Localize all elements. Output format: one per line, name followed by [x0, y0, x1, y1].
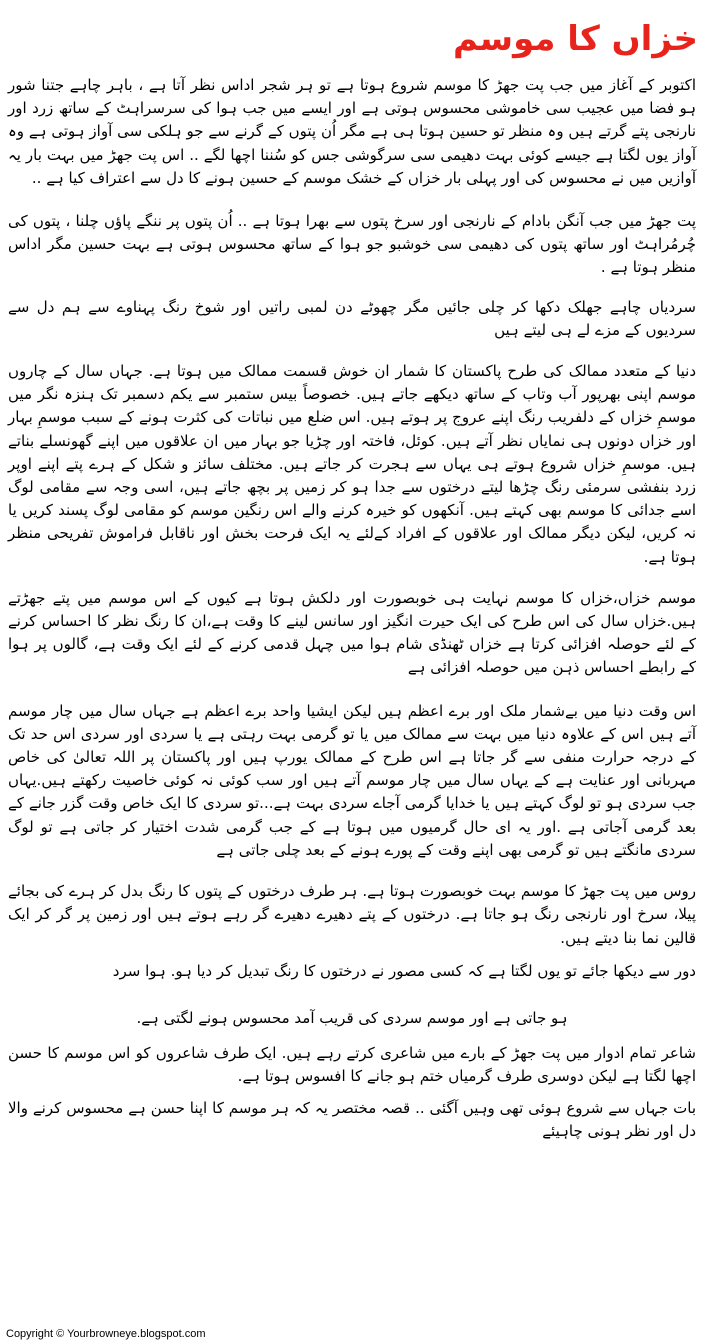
article-body	[8, 74, 696, 1143]
paragraph: روس میں پت جھڑ کا موسم بہت خوبصورت ہوتا ہے. ہر طرف درختوں کے پتوں کا رنگ بدل کر ہرے کی بجائے پیلا، سرخ اور نارنجی رنگ ہو جاتا ہے. درختوں کے پتے دھیرے دھیرے گر رہے ہوتے ہیں اور زمین پر گر کر ایک قالین نما بنا دیتے ہیں.	[8, 882, 696, 947]
paragraph: سردیاں چاہے جھلک دکھا کر چلی جائیں مگر چھوٹے دن لمبی راتیں اور شوخ رنگ پہناوے سے ہم دل سے سردیوں کے مزے لے ہی لیتے ہیں	[8, 297, 696, 339]
paragraph: دور سے دیکھا جائے تو یوں لگتا ہے کہ کسی مصور نے درختوں کا رنگ تبدیل کر دیا ہو. ہوا سرد	[112, 961, 696, 980]
paragraph: شاعر تمام ادوار میں پت جھڑ کے بارے میں شاعری کرتے رہے ہیں. ایک طرف شاعروں کو اس موسم کا حسن اچھا لگتا ہے لیکن دوسری طرف گرمیاں ختم ہو جانے کا افسوس ہوتا ہے.	[8, 1044, 696, 1086]
article-title: خزاں کا موسم	[452, 19, 698, 59]
paragraph: موسم خزاں،خزاں کا موسم نہایت ہی خوبصورت اور دلکش ہوتا ہے کیوں کے اس موسم میں پتے جھڑتے ہیں.خزاں سال کی اس طرح کی ایک حیرت انگیز اور سانس لینے کا وقت ہے،ان کا رنگ نظر کا احساس کرنے کے لئے حوصلہ افزائی کرتا ہے خزاں ٹھنڈی شام ہوا میں چہل قدمی کرنے کے لئے ایک وقت ہے، گالوں پر ہوا کے رابطے احساس ذہن میں حوصلہ افزائی ہے	[8, 588, 696, 677]
paragraph: ہو جاتی ہے اور موسم سردی کی قریب آمد محسوس ہونے لگتی ہے.	[136, 1008, 568, 1027]
paragraph: بات جہاں سے شروع ہوئی تھی وہیں آگئی .. قصہ مختصر یہ کہ ہر موسم کا اپنا حسن ہے محسوس کرنے والا دل اور نظر ہونی چاہیئے	[8, 1098, 696, 1140]
paragraph: اس وقت دنیا میں بےشمار ملک اور برے اعظم ہیں لیکن ایشیا واحد برے اعظم ہے جہاں سال میں چار موسم آتے ہیں اس کے علاوہ دنیا میں بہت سے ممالک میں یا تو گرمی بہت رہتی ہے یا سردی اور سردی اس حد تک کے درجہ حرارت منفی سے گر جاتا ہے اس طرح کے ممالک یورپ ہیں اور پاکستان پر اللہ تعالیٰ کی خاص مہربانی اور عنایت ہے کے یہاں سال میں چار موسم آتے ہیں اور سب کوئی نہ کوئی خاصیت رکھتے ہیں.یہاں جب سردی ہو تو لوگ کہتے ہیں یا خدایا گرمی آجاے سردی بہت ہے...تو سردی کا ایک خاص وقت گزر جانے کے بعد گرمی آجاتی ہے .اور یہ ای حال گرمیوں میں ہوتا ہے کے جب گرمی شدت اختیار کر جاتی ہے تو لوگ سردی مانگتے ہیں تو گرمی بھی اپنے وقت کے پورے ہونے کے بعد چلی جاتی ہے	[8, 701, 696, 859]
paragraph: دنیا کے متعدد ممالک کی طرح پاکستان کا شمار ان خوش قسمت ممالک میں ہوتا ہے. جہاں سال کے چاروں موسم اپنی بھرپور آب وتاب کے ساتھ دیکھے جاتے ہیں. خصوصاً بیس ستمبر سے یکم دسمبر تک ہنزہ نگر میں موسمِ خزاں کے دلفریب رنگ اپنے عروج پر ہوتے ہیں. اس ضلع میں نباتات کی کثرت ہونے کے سبب موسمِ بہار اور خزاں دونوں ہی نمایاں نظر آتے ہیں. کوئل، فاختہ اور چڑیا جو بہار میں ان علاقوں میں اپنے گھونسلے بناتے ہیں. موسمِ خزاں شروع ہوتے ہی یہاں سے ہجرت کر جاتے ہیں. مختلف سائز و شکل کے ہرے پتے اپنے اوپر زرد بنفشی سرمئی رنگ چڑھا لیتے درختوں سے جدا ہو کر زمیں پر بچھ جاتے ہیں، اسی وجہ سے مقامی لوگ اسے جدائی کا موسم بھی کہتے ہیں. آنکھوں کو خیرہ کرنے والے اس رنگین موسم کو مقامی لوگ پسند کریں یا نہ کریں، لیکن دیگر ممالک اور علاقوں کے افراد کےلئے یہ ایک فرحت بخش اور ناقابل فراموش تفریحی منظر ہوتا ہے.	[8, 362, 696, 566]
paragraph: پت جھڑ میں جب آنگن بادام کے نارنجی اور سرخ پتوں سے بھرا ہوتا ہے .. اُن پتوں پر ننگے پاؤں چلنا ، پتوں کی چُرمُراہٹ اور ساتھ پتوں کی دھیمی سی خوشبو جو ہوا کے ساتھ محسوس ہوتی ہے بہت حسین مگر اداس منظر ہوتا ہے .	[8, 212, 696, 277]
paragraph: اکتوبر کے آغاز میں جب پت جھڑ کا موسم شروع ہوتا ہے تو ہر شجر اداس نظر آتا ہے ، باہر چاہے جتنا شور ہو فضا میں عجیب سی خاموشی محسوس ہوتی ہے اور ایسے میں جب ہوا کی سرسراہٹ کے ساتھ زرد اور نارنجی پتے گرتے ہیں وہ منظر تو حسین ہوتا ہی ہے مگر اُن پتوں کے گرنے سے جو ہلکی سی آواز ہوتی ہے وہ آواز یوں لگتا ہے جیسے کوئی بہت دھیمی سی سرگوشی جس کو سُننا اچھا لگے .. اس پت جھڑ میں بہت بار یہ آوازیں میں نے محسوس کی اور پہلی بار خزاں کے خشک موسم کے حسین ہونے کا دل سے اعتراف کیا ہے ..	[8, 76, 696, 187]
copyright-notice: Copyright © Yourbrowneye.blogspot.com	[6, 1328, 206, 1340]
